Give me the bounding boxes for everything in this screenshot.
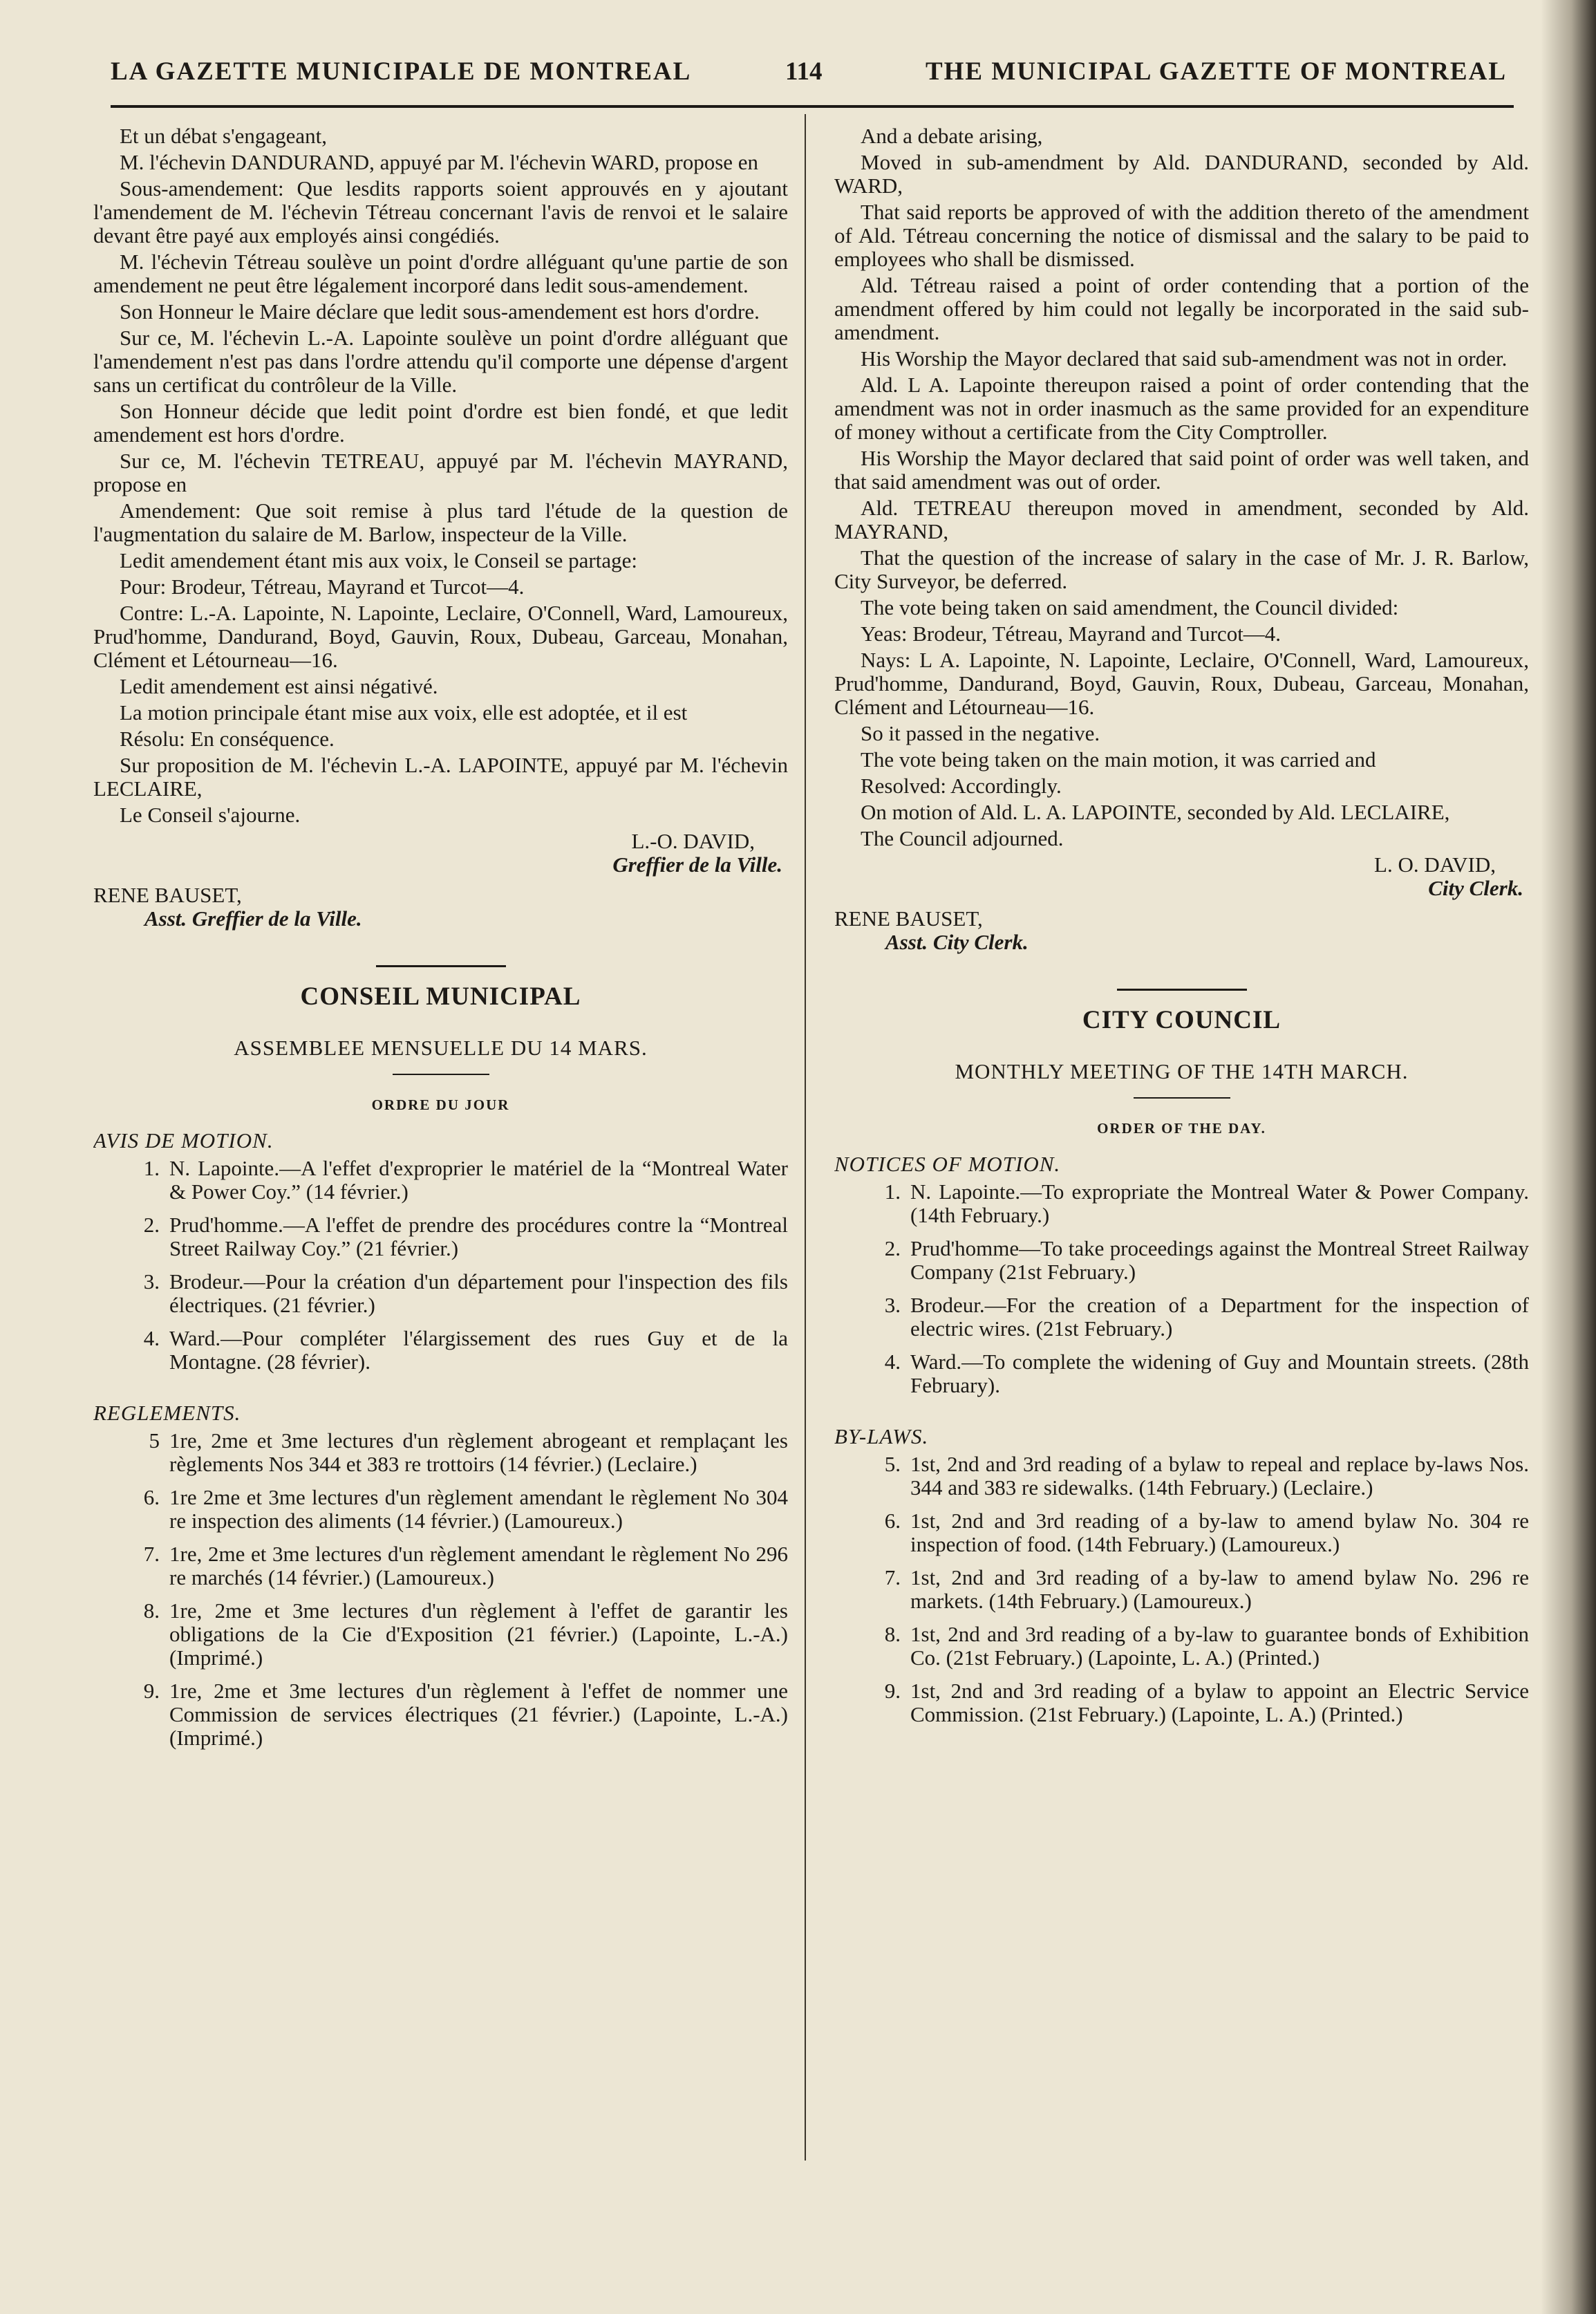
clerk-signature-title: Greffier de la Ville. xyxy=(612,852,782,877)
paragraph: M. l'échevin Tétreau soulève un point d'ordre alléguant qu'une partie de son amendement ne peut être légalement incorporé dans ledit sous-amendement. xyxy=(93,250,788,297)
item-text: Ward.—To complete the widening of Guy and Mountain streets. (28th February). xyxy=(910,1350,1529,1397)
paragraph: On motion of Ald. L. A. LAPOINTE, seconded by Ald. LECLAIRE, xyxy=(861,800,1450,824)
item-number: 7. xyxy=(143,1542,160,1566)
item-text: 1re, 2me et 3me lectures d'un règlement amendant le règlement No 296 re marchés (14 février.) (Lamoureux.) xyxy=(169,1542,788,1589)
bylaws-heading: REGLEMENTS. xyxy=(93,1401,241,1425)
item-number: 3. xyxy=(884,1293,901,1317)
paragraph: La motion principale étant mise aux voix, elle est adoptée, et il est xyxy=(120,700,688,725)
order-of-day-heading: ORDER OF THE DAY. xyxy=(1097,1120,1266,1137)
paragraph: Sur ce, M. l'échevin L.-A. Lapointe soulève un point d'ordre alléguant que l'amendement n'est pas dans l'ordre attendu qu'il comporte une dépense d'argent sans un certificat du contrôleur de la Ville. xyxy=(93,326,788,397)
item-number: 8. xyxy=(884,1622,901,1646)
notices-heading: NOTICES OF MOTION. xyxy=(834,1152,1061,1176)
item-number: 5. xyxy=(884,1452,901,1476)
list-item xyxy=(834,1566,1529,1613)
item-number: 4. xyxy=(143,1326,160,1350)
paragraph: Résolu: En conséquence. xyxy=(120,727,335,751)
paragraph: Ledit amendement est ainsi négativé. xyxy=(120,674,438,698)
header-french-title: LA GAZETTE MUNICIPALE DE MONTREAL xyxy=(111,57,692,86)
list-item xyxy=(93,1486,788,1533)
paragraph: Son Honneur le Maire déclare que ledit sous-amendement est hors d'ordre. xyxy=(120,299,760,324)
paragraph: Le Conseil s'ajourne. xyxy=(120,803,301,827)
item-text: 1st, 2nd and 3rd reading of a by-law to amend bylaw No. 304 re inspection of food. (14th February.) (Lamoureux.) xyxy=(910,1509,1529,1556)
item-text: Ward.—Pour compléter l'élargissement des rues Guy et de la Montagne. (28 février). xyxy=(169,1326,788,1374)
header-rule xyxy=(111,105,1514,108)
item-number: 8. xyxy=(143,1598,160,1623)
paragraph: Sous-amendement: Que lesdits rapports soient approuvés en y ajoutant l'amendement de M. l'échevin Tétreau concernant l'avis de renvoi et le salaire devant être payé aux employés ainsi congédiés. xyxy=(93,176,788,248)
item-number: 1. xyxy=(884,1179,901,1204)
paragraph: The vote being taken on the main motion, it was carried and xyxy=(861,747,1376,772)
item-text: 1st, 2nd and 3rd reading of a bylaw to appoint an Electric Service Commission. (21st February.) (Lapointe, L. A.) (Printed.) xyxy=(910,1679,1529,1726)
list-item xyxy=(93,1542,788,1589)
paragraph: The Council adjourned. xyxy=(861,826,1064,850)
paragraph: Contre: L.-A. Lapointe, N. Lapointe, Leclaire, O'Connell, Ward, Lamoureux, Prud'homme, Dandurand, Boyd, Gauvin, Roux, Dubeau, Garceau, Monahan, Clément et Létourneau—16. xyxy=(93,601,788,672)
list-item xyxy=(93,1213,788,1260)
bylaws-heading: BY-LAWS. xyxy=(834,1424,929,1448)
item-text: Brodeur.—Pour la création d'un département pour l'inspection des fils électriques. (21 février.) xyxy=(169,1269,788,1317)
paragraph: Resolved: Accordingly. xyxy=(861,774,1062,798)
council-title: CONSEIL MUNICIPAL xyxy=(300,982,581,1011)
paragraph: So it passed in the negative. xyxy=(861,721,1100,745)
clerk-signature-title: City Clerk. xyxy=(1428,876,1523,900)
english-column xyxy=(834,124,1529,2157)
item-text: 1re, 2me et 3me lectures d'un règlement abrogeant et remplaçant les règlements Nos 344 et 383 re trottoirs (14 février.) (Leclaire.) xyxy=(169,1428,788,1476)
assistant-clerk-title: Asst. Greffier de la Ville. xyxy=(144,906,362,931)
paragraph: The vote being taken on said amendment, the Council divided: xyxy=(861,595,1399,619)
column-divider xyxy=(805,114,806,2161)
page-header xyxy=(111,57,1507,98)
paragraph: His Worship the Mayor declared that said sub-amendment was not in order. xyxy=(861,346,1508,371)
list-item xyxy=(834,1679,1529,1726)
list-item xyxy=(93,1679,788,1750)
list-item xyxy=(93,1429,788,1476)
item-number: 4. xyxy=(884,1350,901,1374)
french-column xyxy=(93,124,788,2157)
item-number: 2. xyxy=(143,1213,160,1237)
item-number: 6. xyxy=(884,1509,901,1533)
item-text: 1re, 2me et 3me lectures d'un règlement à l'effet de garantir les obligations de la Cie d'Exposition (21 février.) (Lapointe, L.-A.) (Imprimé.) xyxy=(169,1598,788,1670)
item-text: Prud'homme—To take proceedings against the Montreal Street Railway Company (21st February.) xyxy=(910,1236,1529,1284)
subsection-rule xyxy=(1134,1097,1230,1099)
clerk-signature-name: L. O. DAVID, xyxy=(1374,852,1496,877)
list-item xyxy=(834,1237,1529,1284)
paragraph: That the question of the increase of salary in the case of Mr. J. R. Barlow, City Surveyor, be deferred. xyxy=(834,545,1529,593)
page-number: 114 xyxy=(785,57,823,86)
paragraph: Amendement: Que soit remise à plus tard l'étude de la question de l'augmentation du salaire de M. Barlow, inspecteur de la Ville. xyxy=(93,498,788,546)
paragraph: Pour: Brodeur, Tétreau, Mayrand et Turcot—4. xyxy=(120,575,525,599)
page-edge-shadow xyxy=(1541,0,1596,2314)
item-text: Prud'homme.—A l'effet de prendre des procédures contre la “Montreal Street Railway Coy.” (21 février.) xyxy=(169,1213,788,1260)
list-item xyxy=(834,1623,1529,1670)
notices-heading: AVIS DE MOTION. xyxy=(93,1128,274,1153)
meeting-title: ASSEMBLEE MENSUELLE DU 14 MARS. xyxy=(234,1036,648,1060)
paragraph: That said reports be approved of with the addition thereto of the amendment of Ald. Tétreau concerning the notice of dismissal and the salary to be paid to employees who shall be dismissed. xyxy=(834,200,1529,271)
paragraph: Ald. TETREAU thereupon moved in amendment, seconded by Ald. MAYRAND, xyxy=(834,496,1529,543)
list-item xyxy=(834,1180,1529,1227)
list-item xyxy=(93,1157,788,1204)
list-item xyxy=(834,1350,1529,1397)
paragraph: Ald. Tétreau raised a point of order contending that a portion of the amendment offered by him could not legally be incorporated in the said sub-amendment. xyxy=(834,273,1529,344)
paragraph: Ledit amendement étant mis aux voix, le Conseil se partage: xyxy=(120,548,637,572)
item-text: N. Lapointe.—A l'effet d'exproprier le matériel de la “Montreal Water & Power Coy.” (14 février.) xyxy=(169,1156,788,1204)
paragraph: Son Honneur décide que ledit point d'ordre est bien fondé, et que ledit amendement est hors d'ordre. xyxy=(93,399,788,447)
list-item xyxy=(834,1509,1529,1556)
paragraph: Sur proposition de M. l'échevin L.-A. LAPOINTE, appuyé par M. l'échevin LECLAIRE, xyxy=(93,753,788,801)
clerk-signature-name: L.-O. DAVID, xyxy=(631,829,755,853)
paragraph: Yeas: Brodeur, Tétreau, Mayrand and Turcot—4. xyxy=(861,622,1282,646)
item-number: 3. xyxy=(143,1269,160,1294)
paragraph: M. l'échevin DANDURAND, appuyé par M. l'échevin WARD, propose en xyxy=(120,150,759,174)
paragraph: His Worship the Mayor declared that said point of order was well taken, and that said amendment was out of order. xyxy=(834,446,1529,494)
list-item xyxy=(93,1270,788,1317)
list-item xyxy=(93,1599,788,1670)
assistant-clerk-title: Asst. City Clerk. xyxy=(885,930,1029,954)
item-number: 6. xyxy=(143,1485,160,1509)
item-text: N. Lapointe.—To expropriate the Montreal Water & Power Company. (14th February.) xyxy=(910,1179,1529,1227)
item-text: 1st, 2nd and 3rd reading of a by-law to guarantee bonds of Exhibition Co. (21st February.) (Lapointe, L. A.) (Printed.) xyxy=(910,1622,1529,1670)
item-number: 1. xyxy=(143,1156,160,1180)
item-text: 1st, 2nd and 3rd reading of a bylaw to repeal and replace by-laws Nos. 344 and 383 re sidewalks. (14th February.) (Leclaire.) xyxy=(910,1452,1529,1500)
item-number: 5 xyxy=(149,1428,160,1453)
assistant-clerk-name: RENE BAUSET, xyxy=(834,906,983,931)
section-rule xyxy=(1117,989,1247,991)
section-rule xyxy=(376,965,506,967)
order-of-day-heading: ORDRE DU JOUR xyxy=(371,1097,510,1113)
item-text: 1st, 2nd and 3rd reading of a by-law to amend bylaw No. 296 re markets. (14th February.) (Lamoureux.) xyxy=(910,1565,1529,1613)
paragraph: Nays: L A. Lapointe, N. Lapointe, Leclaire, O'Connell, Ward, Lamoureux, Prud'homme, Dandurand, Boyd, Gauvin, Roux, Dubeau, Garceau, Monahan, Clément and Létourneau—16. xyxy=(834,648,1529,719)
header-english-title: THE MUNICIPAL GAZETTE OF MONTREAL xyxy=(925,57,1507,86)
paragraph: Moved in sub-amendment by Ald. DANDURAND, seconded by Ald. WARD, xyxy=(834,150,1529,198)
item-number: 9. xyxy=(884,1679,901,1703)
item-text: 1re 2me et 3me lectures d'un règlement amendant le règlement No 304 re inspection des aliments (14 février.) (Lamoureux.) xyxy=(169,1485,788,1533)
item-number: 2. xyxy=(884,1236,901,1260)
item-text: Brodeur.—For the creation of a Department for the inspection of electric wires. (21st February.) xyxy=(910,1293,1529,1341)
paragraph: Et un débat s'engageant, xyxy=(120,124,327,148)
subsection-rule xyxy=(393,1074,489,1075)
item-number: 9. xyxy=(143,1679,160,1703)
paragraph: Sur ce, M. l'échevin TETREAU, appuyé par M. l'échevin MAYRAND, propose en xyxy=(93,449,788,496)
council-title: CITY COUNCIL xyxy=(1082,1006,1282,1034)
paragraph: And a debate arising, xyxy=(861,124,1043,148)
assistant-clerk-name: RENE BAUSET, xyxy=(93,883,242,907)
list-item xyxy=(93,1327,788,1374)
paragraph: Ald. L A. Lapointe thereupon raised a point of order contending that the amendment was not in order inasmuch as the same provided for an expenditure of money without a certificate from the City Comptroller. xyxy=(834,373,1529,444)
item-number: 7. xyxy=(884,1565,901,1589)
meeting-title: MONTHLY MEETING OF THE 14TH MARCH. xyxy=(955,1059,1409,1083)
item-text: 1re, 2me et 3me lectures d'un règlement à l'effet de nommer une Commission de services électriques (21 février.) (Lapointe, L.-A.) (Imprimé.) xyxy=(169,1679,788,1750)
list-item xyxy=(834,1453,1529,1500)
list-item xyxy=(834,1294,1529,1341)
